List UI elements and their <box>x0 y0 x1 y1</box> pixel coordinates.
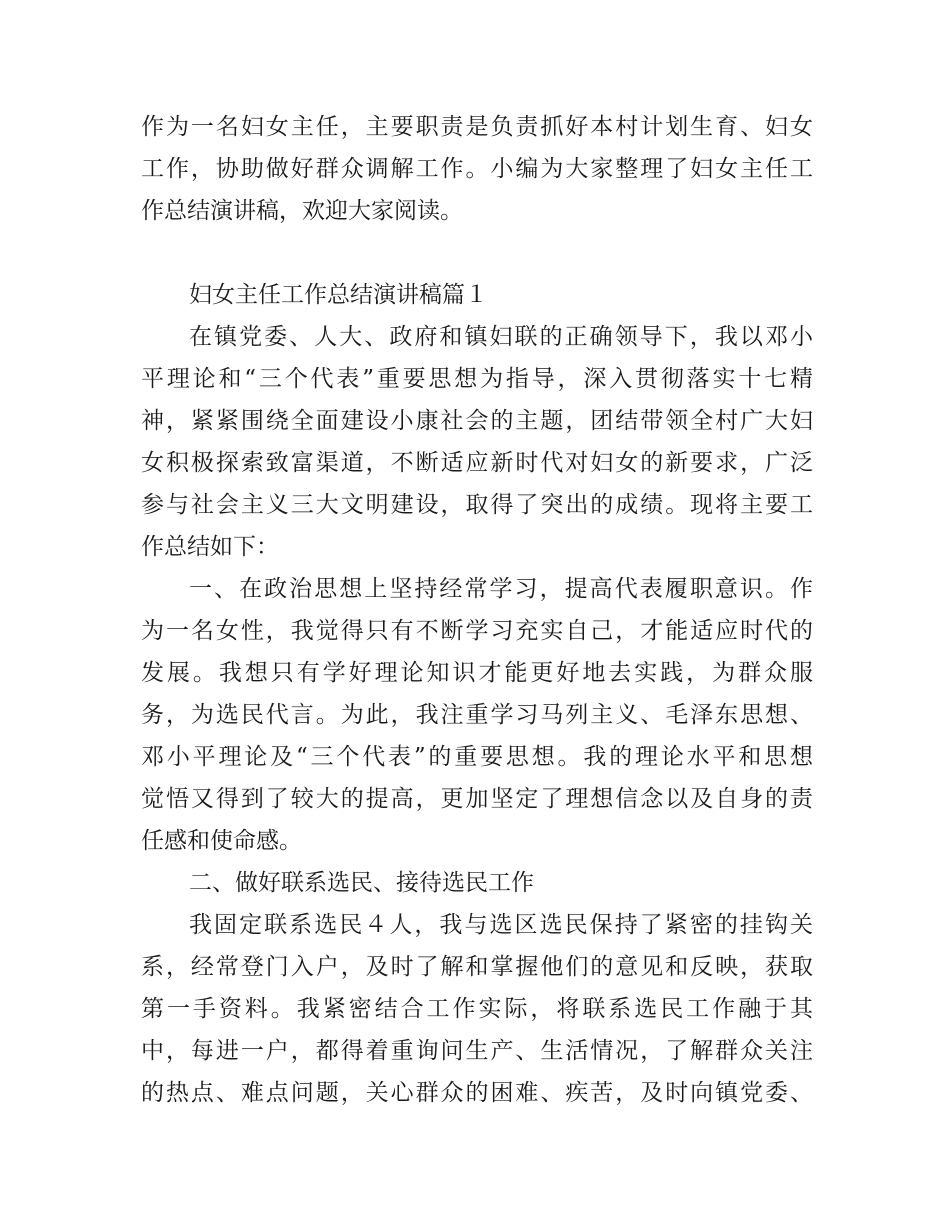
text-line: 中，每进一户，都得着重询问生产、生活情况，了解群众关注 <box>141 1038 813 1064</box>
paragraph-2 <box>141 568 813 862</box>
text-line: 系，经常登门入户，及时了解和掌握他们的意见和反映，获取 <box>141 954 813 980</box>
text-line: 女积极探索致富渠道，不断适应新时代对妇女的新要求，广泛 <box>141 450 813 476</box>
text-line: 任感和使命感。 <box>141 828 302 854</box>
text-line: 一、在政治思想上坚持经常学习，提高代表履职意识。作 <box>189 576 813 602</box>
paragraph-1 <box>141 316 813 568</box>
document-body <box>141 106 813 1114</box>
text-line: 我固定联系选民４人，我与选区选民保持了紧密的挂钩关 <box>189 912 813 938</box>
text-line: 发展。我想只有学好理论知识才能更好地去实践，为群众服 <box>141 660 813 686</box>
text-line: 为一名女性，我觉得只有不断学习充实自己，才能适应时代的 <box>141 618 813 644</box>
text-line: 的热点、难点问题，关心群众的困难、疾苦，及时向镇党委、 <box>141 1080 813 1106</box>
text-line: 邓小平理论及“三个代表”的重要思想。我的理论水平和思想 <box>141 744 813 770</box>
paragraph-gap <box>141 232 813 274</box>
text-line: 作总结演讲稿，欢迎大家阅读。 <box>141 198 463 224</box>
text-line: 务，为选民代言。为此，我注重学习马列主义、毛泽东思想、 <box>141 702 813 728</box>
text-line: 第一手资料。我紧密结合工作实际，将联系选民工作融于其 <box>141 996 813 1022</box>
text-line: 神，紧紧围绕全面建设小康社会的主题，团结带领全村广大妇 <box>141 408 813 434</box>
text-line: 工作，协助做好群众调解工作。小编为大家整理了妇女主任工 <box>141 156 813 182</box>
intro-paragraph <box>141 106 813 232</box>
paragraph-3 <box>141 904 813 1114</box>
text-line: 觉悟又得到了较大的提高，更加坚定了理想信念以及自身的责 <box>141 786 813 812</box>
text-line: 在镇党委、人大、政府和镇妇联的正确领导下，我以邓小 <box>189 324 813 350</box>
text-line: 作总结如下： <box>141 534 279 560</box>
section-heading: 二、做好联系选民、接待选民工作 <box>189 870 534 896</box>
text-line: 作为一名妇女主任，主要职责是负责抓好本村计划生育、妇女 <box>141 114 813 140</box>
text-line: 参与社会主义三大文明建设，取得了突出的成绩。现将主要工 <box>141 492 813 518</box>
article-title: 妇女主任工作总结演讲稿篇１ <box>189 282 488 308</box>
text-line: 平理论和“三个代表”重要思想为指导，深入贯彻落实十七精 <box>141 366 813 392</box>
